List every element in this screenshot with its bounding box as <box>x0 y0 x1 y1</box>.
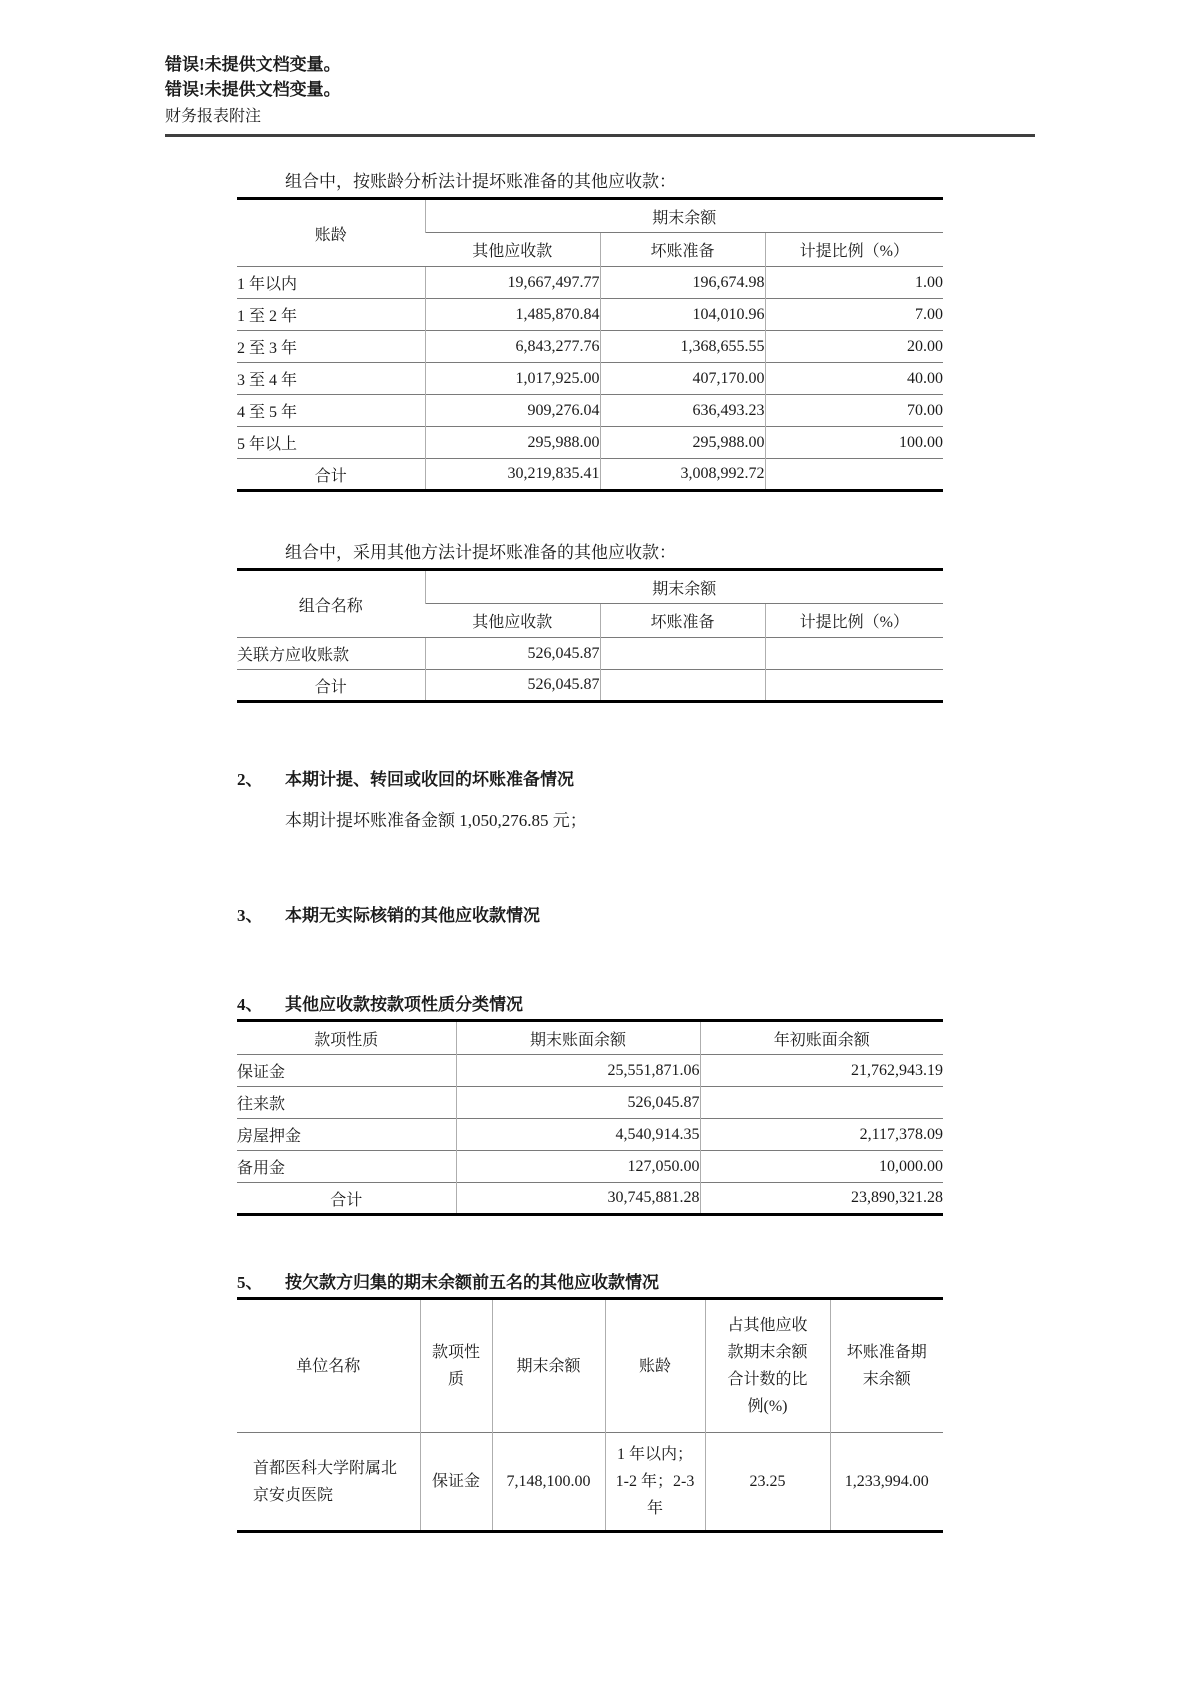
age-cell: 4 至 5 年 <box>237 395 425 427</box>
header-cell-beginning-balance: 年初账面余额 <box>700 1021 943 1055</box>
age-cell: 2 至 3 年 <box>237 331 425 363</box>
receivable-cell: 19,667,497.77 <box>425 267 600 299</box>
table-header-row <box>237 1299 943 1433</box>
ratio-cell <box>765 638 943 670</box>
header-cell-other-receivables: 其他应收款 <box>425 233 600 267</box>
receivable-cell: 6,843,277.76 <box>425 331 600 363</box>
portfolio-name-cell: 关联方应收账款 <box>237 638 425 670</box>
receivable-cell: 30,219,835.41 <box>425 459 600 491</box>
provision-cell: 636,493.23 <box>600 395 765 427</box>
ending-balance-cell: 127,050.00 <box>456 1151 700 1183</box>
section-5-heading <box>237 1268 943 1293</box>
provision-cell: 104,010.96 <box>600 299 765 331</box>
section-3-heading <box>237 901 943 926</box>
bad-debt-balance-cell: 1,233,994.00 <box>830 1433 943 1532</box>
section-number: 4、 <box>237 995 263 1014</box>
receivable-cell: 295,988.00 <box>425 427 600 459</box>
header-cell-portfolio-name: 组合名称 <box>298 597 363 615</box>
provision-cell <box>600 670 765 702</box>
ratio-cell: 40.00 <box>765 363 943 395</box>
nature-row <box>237 1119 943 1151</box>
aging-row <box>237 331 943 363</box>
header-cell-bad-debt-balance: 坏账准备期末余额 <box>830 1299 943 1433</box>
provision-cell <box>600 638 765 670</box>
nature-classification-table <box>237 1019 943 1216</box>
receivable-cell: 526,045.87 <box>425 638 600 670</box>
top-five-debtors-table <box>237 1297 943 1533</box>
header-cell-period-end-balance: 期末余额 <box>425 570 943 604</box>
ratio-cell <box>765 459 943 491</box>
other-method-table <box>237 568 943 703</box>
ratio-cell: 100.00 <box>765 427 943 459</box>
nature-cell: 往来款 <box>237 1087 456 1119</box>
total-label-cell: 合计 <box>237 670 425 702</box>
nature-total-row <box>237 1183 943 1215</box>
nature-row <box>237 1055 943 1087</box>
beginning-balance-cell: 10,000.00 <box>700 1151 943 1183</box>
provision-cell: 196,674.98 <box>600 267 765 299</box>
unit-name-cell: 首都医科大学附属北京安贞医院 <box>237 1433 420 1532</box>
ending-balance-cell: 526,045.87 <box>456 1087 700 1119</box>
document-title: 财务报表附注 <box>165 108 262 125</box>
aging-row <box>237 395 943 427</box>
portfolio-total-row <box>237 670 943 702</box>
header-error-line-2: 错误!未提供文档变量。 <box>165 80 341 99</box>
nature-cell: 房屋押金 <box>237 1119 456 1151</box>
section-title: 其他应收款按款项性质分类情况 <box>285 995 523 1014</box>
other-method-table-intro: 组合中，采用其他方法计提坏账准备的其他应收款： <box>285 543 676 562</box>
table-header-row <box>237 199 943 233</box>
receivable-cell: 909,276.04 <box>425 395 600 427</box>
ratio-cell: 20.00 <box>765 331 943 363</box>
section-number: 3、 <box>237 906 263 925</box>
nature-cell: 保证金 <box>237 1055 456 1087</box>
header-cell-bad-debt-provision: 坏账准备 <box>600 604 765 638</box>
age-cell: 1 年以内 <box>237 267 425 299</box>
percentage-cell: 23.25 <box>705 1433 830 1532</box>
provision-cell: 407,170.00 <box>600 363 765 395</box>
table-header-row <box>237 570 943 604</box>
receivable-cell: 526,045.87 <box>425 670 600 702</box>
beginning-balance-cell <box>700 1087 943 1119</box>
header-cell-period-end-balance: 期末余额 <box>425 199 943 233</box>
beginning-balance-cell: 21,762,943.19 <box>700 1055 943 1087</box>
header-error-line-1: 错误!未提供文档变量。 <box>165 55 341 74</box>
section-title: 本期计提、转回或收回的坏账准备情况 <box>285 770 574 789</box>
header-cell-unit-name: 单位名称 <box>296 1357 361 1375</box>
ending-balance-cell: 7,148,100.00 <box>492 1433 605 1532</box>
nature-row <box>237 1151 943 1183</box>
section-2-heading <box>237 765 943 790</box>
provision-cell: 295,988.00 <box>600 427 765 459</box>
aging-table-intro: 组合中，按账龄分析法计提坏账准备的其他应收款： <box>285 172 676 191</box>
section-title: 按欠款方归集的期末余额前五名的其他应收款情况 <box>285 1273 659 1292</box>
receivable-cell: 1,485,870.84 <box>425 299 600 331</box>
section-2-body: 本期计提坏账准备金额 1,050,276.85 元； <box>285 811 587 830</box>
provision-cell: 1,368,655.55 <box>600 331 765 363</box>
age-cell: 5 年以上 <box>237 427 425 459</box>
total-label-cell: 合计 <box>237 459 425 491</box>
section-number: 5、 <box>237 1273 263 1292</box>
header-cell-provision-ratio: 计提比例（%） <box>765 233 943 267</box>
ratio-cell: 7.00 <box>765 299 943 331</box>
header-cell-nature: 款项性质 <box>420 1299 492 1433</box>
beginning-balance-cell: 23,890,321.28 <box>700 1183 943 1215</box>
ratio-cell: 70.00 <box>765 395 943 427</box>
aging-row <box>237 363 943 395</box>
beginning-balance-cell: 2,117,378.09 <box>700 1119 943 1151</box>
nature-row <box>237 1087 943 1119</box>
header-cell-ending-balance: 期末账面余额 <box>456 1021 700 1055</box>
aging-row <box>237 299 943 331</box>
ending-balance-cell: 4,540,914.35 <box>456 1119 700 1151</box>
nature-cell: 保证金 <box>420 1433 492 1532</box>
section-4-heading <box>237 990 943 1015</box>
age-cell: 1 年以内；1-2 年；2-3 年 <box>605 1433 705 1532</box>
aging-row <box>237 427 943 459</box>
header-cell-other-receivables: 其他应收款 <box>425 604 600 638</box>
debtor-row <box>237 1433 943 1532</box>
ratio-cell: 1.00 <box>765 267 943 299</box>
header-cell-ending-balance: 期末余额 <box>492 1299 605 1433</box>
total-label-cell: 合计 <box>237 1183 456 1215</box>
header-cell-provision-ratio: 计提比例（%） <box>765 604 943 638</box>
ending-balance-cell: 25,551,871.06 <box>456 1055 700 1087</box>
aging-analysis-table <box>237 197 943 492</box>
nature-cell: 备用金 <box>237 1151 456 1183</box>
header-divider <box>165 134 1035 137</box>
document-header <box>165 52 1200 137</box>
ending-balance-cell: 30,745,881.28 <box>456 1183 700 1215</box>
header-cell-age: 账龄 <box>314 226 347 244</box>
section-title: 本期无实际核销的其他应收款情况 <box>285 906 540 925</box>
header-cell-bad-debt-provision: 坏账准备 <box>600 233 765 267</box>
header-cell-age: 账龄 <box>605 1299 705 1433</box>
document-content <box>237 167 943 1533</box>
aging-row <box>237 267 943 299</box>
header-cell-nature: 款项性质 <box>314 1031 379 1049</box>
table-header-row <box>237 1021 943 1055</box>
ratio-cell <box>765 670 943 702</box>
receivable-cell: 1,017,925.00 <box>425 363 600 395</box>
portfolio-row <box>237 638 943 670</box>
age-cell: 1 至 2 年 <box>237 299 425 331</box>
section-number: 2、 <box>237 770 263 789</box>
age-cell: 3 至 4 年 <box>237 363 425 395</box>
provision-cell: 3,008,992.72 <box>600 459 765 491</box>
aging-total-row <box>237 459 943 491</box>
header-cell-percentage: 占其他应收款期末余额合计数的比例(%) <box>705 1299 830 1433</box>
